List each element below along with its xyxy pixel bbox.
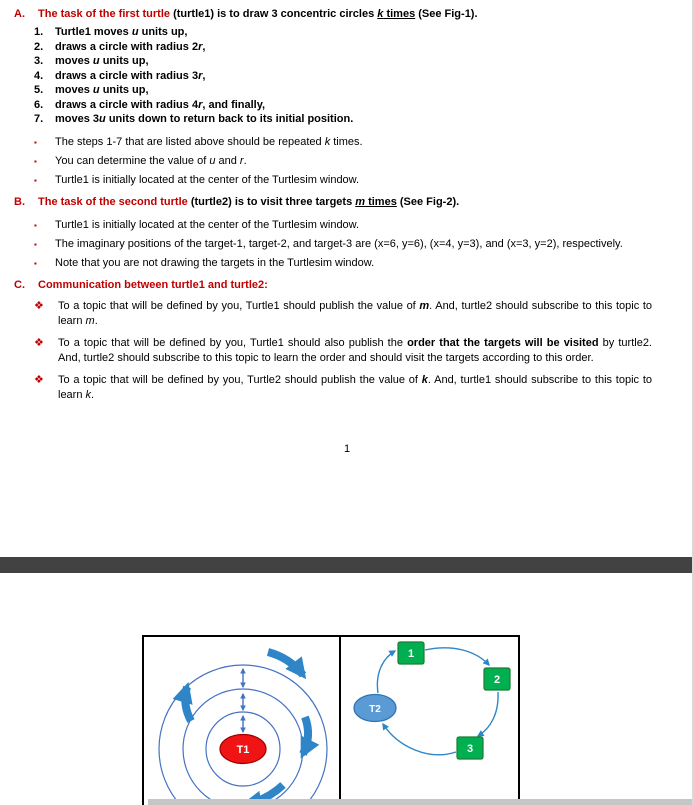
step-6-text: draws a circle with radius 4r, and finally, bbox=[55, 98, 266, 111]
fig2-panel bbox=[340, 635, 520, 805]
rotation-arrow-top bbox=[268, 652, 303, 675]
diamond-bullet-icon: ❖ bbox=[34, 373, 44, 386]
step-7-number: 7. bbox=[34, 113, 44, 125]
cycle-arrow-1-to-2 bbox=[425, 648, 489, 665]
step-6 bbox=[34, 98, 652, 113]
section-c-item-1-text: To a topic that will be defined by you, Turtle1 should publish the value of m. And, turtle2 should subscribe to this topic to learn m. bbox=[58, 299, 652, 327]
step-1-number: 1. bbox=[34, 26, 44, 38]
step-4-text: draws a circle with radius 3r, bbox=[55, 69, 206, 82]
turtle1-label: T1 bbox=[236, 744, 250, 756]
step-3-text: moves u units up, bbox=[55, 55, 149, 67]
step-2 bbox=[34, 40, 652, 55]
target-2-label: 2 bbox=[493, 674, 501, 686]
square-bullet-icon: ▪ bbox=[34, 175, 37, 185]
section-b-bullet-1 bbox=[34, 218, 652, 233]
section-b-bullet-2-text: The imaginary positions of the target-1, target-2, and target-3 are (x=6, y=6), (x=4, y=3), and (x=3, y=2), respectively. bbox=[55, 237, 623, 250]
turtle2-label: T2 bbox=[369, 704, 381, 715]
section-b-bullet-1-text: Turtle1 is initially located at the center of the Turtlesim window. bbox=[55, 218, 360, 231]
target-1-label: 1 bbox=[407, 648, 415, 660]
diamond-bullet-icon: ❖ bbox=[34, 299, 44, 312]
section-b-bullet-3-text: Note that you are not drawing the targets in the Turtlesim window. bbox=[55, 256, 375, 269]
fig2-drawing bbox=[341, 637, 518, 805]
section-c-item-3 bbox=[34, 373, 652, 404]
cycle-arrow-t2-to-1 bbox=[377, 651, 395, 693]
square-bullet-icon: ▪ bbox=[34, 258, 37, 268]
step-2-text: draws a circle with radius 2r, bbox=[55, 40, 206, 53]
section-a-heading bbox=[14, 7, 652, 22]
step-1-text: Turtle1 moves u units up, bbox=[55, 26, 188, 38]
square-bullet-icon: ▪ bbox=[34, 220, 37, 230]
step-4-number: 4. bbox=[34, 69, 44, 82]
page-separator bbox=[0, 557, 694, 573]
square-bullet-icon: ▪ bbox=[34, 239, 37, 249]
section-b-heading bbox=[14, 195, 652, 210]
step-6-number: 6. bbox=[34, 98, 44, 111]
section-a-heading-text: The task of the first turtle (turtle1) is to draw 3 concentric circles k times (See Fig-1). bbox=[38, 8, 478, 20]
step-3-number: 3. bbox=[34, 55, 44, 67]
step-7 bbox=[34, 112, 652, 127]
step-4 bbox=[34, 69, 652, 84]
section-c-item-2 bbox=[34, 336, 652, 367]
section-c-heading-text: Communication between turtle1 and turtle2: bbox=[38, 278, 268, 291]
section-a-label: A. bbox=[14, 8, 25, 20]
section-a-bullet-3-text: Turtle1 is initially located at the center of the Turtlesim window. bbox=[55, 173, 360, 186]
step-1 bbox=[34, 25, 652, 40]
cycle-arrow-2-to-3 bbox=[478, 692, 498, 736]
section-c-heading bbox=[14, 278, 652, 293]
fig1-drawing bbox=[144, 637, 339, 805]
step-5-number: 5. bbox=[34, 84, 44, 96]
section-b-label: B. bbox=[14, 195, 25, 208]
bottom-edge-strip bbox=[148, 799, 694, 805]
section-c-item-3-text: To a topic that will be defined by you, Turtle2 should publish the value of k. And, turtle1 should subscribe to this topic to learn k. bbox=[58, 373, 652, 401]
section-b-bullet-3 bbox=[34, 256, 652, 271]
diamond-bullet-icon: ❖ bbox=[34, 336, 44, 349]
section-c-item-1 bbox=[34, 299, 652, 330]
section-a-bullet-1-text: The steps 1-7 that are listed above should be repeated k times. bbox=[55, 135, 363, 148]
section-a-bullet-1 bbox=[34, 135, 652, 150]
square-bullet-icon: ▪ bbox=[34, 137, 37, 147]
square-bullet-icon: ▪ bbox=[34, 156, 37, 166]
section-b-bullet-2 bbox=[34, 237, 652, 252]
target-3-label: 3 bbox=[466, 743, 474, 755]
section-a-steps bbox=[14, 25, 652, 127]
page-number: 1 bbox=[343, 443, 351, 455]
step-3 bbox=[34, 54, 652, 69]
section-c-label: C. bbox=[14, 278, 25, 291]
section-a-bullet-3 bbox=[34, 173, 652, 188]
section-c-item-2-text: To a topic that will be defined by you, Turtle1 should also publish the order that the targets will be visited by turtle2. And, turtle2 should subscribe to this topic to learn the order and should visit the targets according to this order. bbox=[58, 336, 652, 364]
step-5 bbox=[34, 83, 652, 98]
section-b-heading-text: The task of the second turtle (turtle2) is to visit three targets m times (See Fig-2). bbox=[38, 195, 460, 208]
rotation-arrow-left bbox=[185, 687, 191, 721]
step-7-text: moves 3u units down to return back to its initial position. bbox=[55, 113, 354, 125]
section-a-bullet-2 bbox=[34, 154, 652, 169]
page1-content bbox=[14, 5, 652, 404]
cycle-arrow-3-to-t2 bbox=[383, 724, 456, 755]
rotation-arrow-right bbox=[303, 717, 308, 754]
step-2-number: 2. bbox=[34, 40, 44, 53]
fig1-panel bbox=[142, 635, 340, 805]
section-a-bullet-2-text: You can determine the value of u and r. bbox=[55, 154, 247, 167]
step-5-text: moves u units up, bbox=[55, 84, 149, 96]
